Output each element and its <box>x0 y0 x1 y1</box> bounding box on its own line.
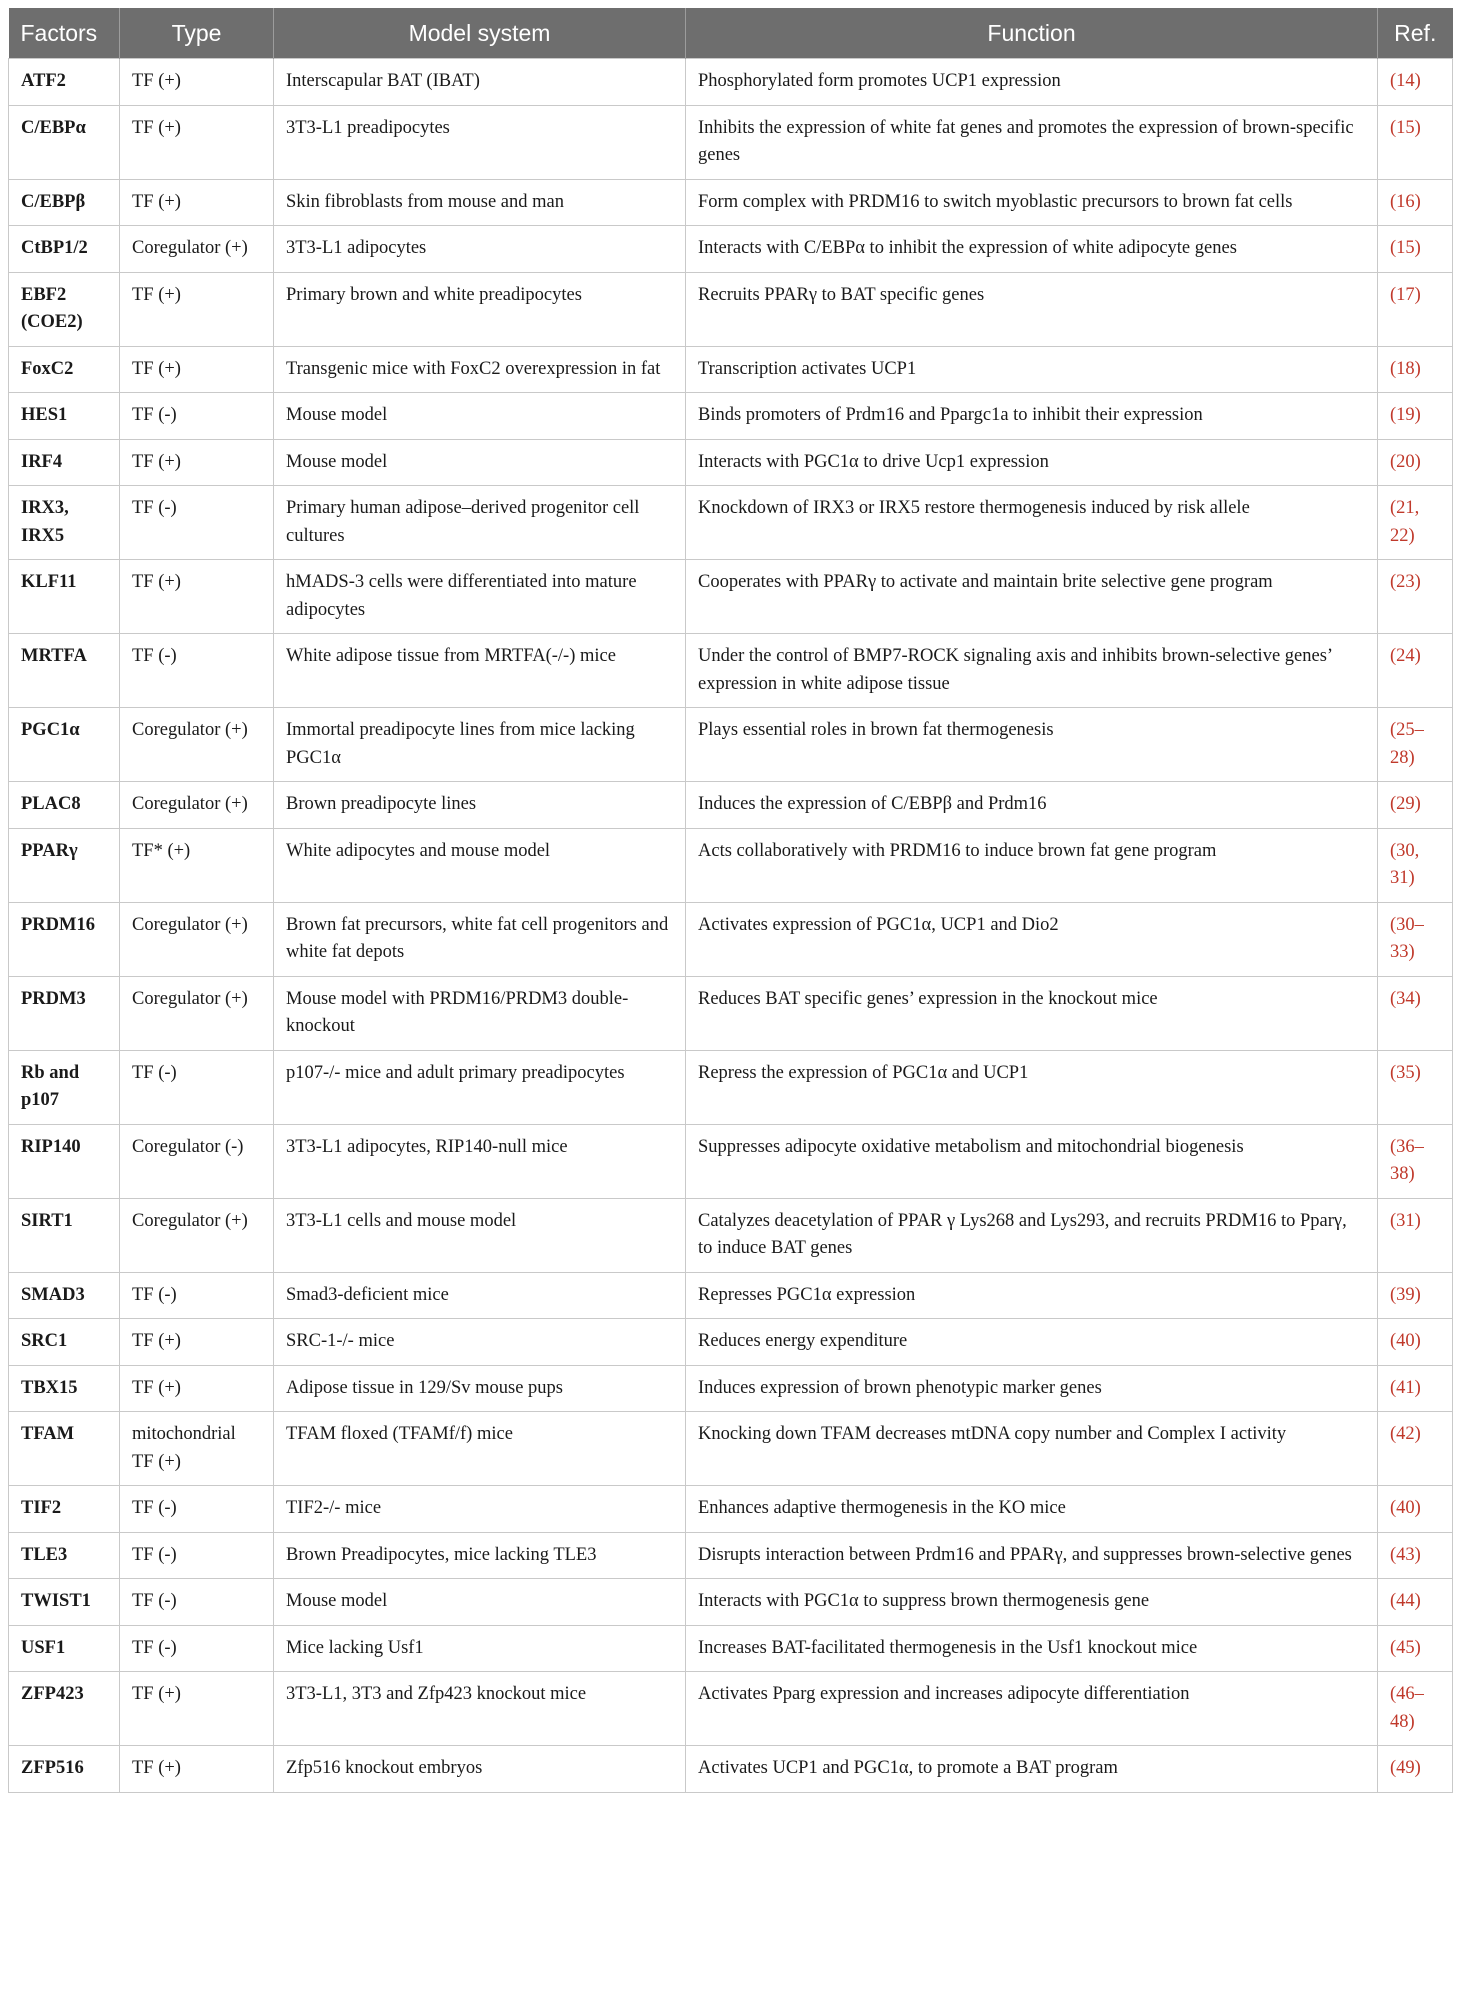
factor-cell: TWIST1 <box>9 1579 120 1626</box>
function-cell: Catalyzes deacetylation of PPAR γ Lys268 and Lys293, and recruits PRDM16 to Pparγ, to induce BAT genes <box>686 1198 1378 1272</box>
model-system-cell: Skin fibroblasts from mouse and man <box>274 179 686 226</box>
model-system-cell: Brown Preadipocytes, mice lacking TLE3 <box>274 1532 686 1579</box>
reference-link[interactable]: (35) <box>1378 1050 1453 1124</box>
reference-link[interactable]: (31) <box>1378 1198 1453 1272</box>
factor-cell: PLAC8 <box>9 782 120 829</box>
reference-link[interactable]: (30–33) <box>1378 902 1453 976</box>
type-cell: TF (+) <box>120 346 274 393</box>
function-cell: Knockdown of IRX3 or IRX5 restore thermogenesis induced by risk allele <box>686 486 1378 560</box>
model-system-cell: hMADS-3 cells were differentiated into mature adipocytes <box>274 560 686 634</box>
function-cell: Activates expression of PGC1α, UCP1 and Dio2 <box>686 902 1378 976</box>
model-system-cell: Mouse model <box>274 393 686 440</box>
factor-cell: SMAD3 <box>9 1272 120 1319</box>
table-row <box>9 1365 1453 1412</box>
function-cell: Under the control of BMP7-ROCK signaling axis and inhibits brown-selective genes’ expression in white adipose tissue <box>686 634 1378 708</box>
model-system-cell: Smad3-deficient mice <box>274 1272 686 1319</box>
function-cell: Binds promoters of Prdm16 and Ppargc1a to inhibit their expression <box>686 393 1378 440</box>
function-cell: Acts collaboratively with PRDM16 to induce brown fat gene program <box>686 828 1378 902</box>
factor-cell: FoxC2 <box>9 346 120 393</box>
factor-cell: HES1 <box>9 393 120 440</box>
function-cell: Knocking down TFAM decreases mtDNA copy number and Complex I activity <box>686 1412 1378 1486</box>
table-row <box>9 1124 1453 1198</box>
function-cell: Activates UCP1 and PGC1α, to promote a BAT program <box>686 1746 1378 1793</box>
header-function: Function <box>686 8 1378 59</box>
reference-link[interactable]: (21, 22) <box>1378 486 1453 560</box>
type-cell: Coregulator (+) <box>120 782 274 829</box>
model-system-cell: Transgenic mice with FoxC2 overexpression in fat <box>274 346 686 393</box>
reference-link[interactable]: (40) <box>1378 1486 1453 1533</box>
type-cell: TF (+) <box>120 1365 274 1412</box>
header-ref: Ref. <box>1378 8 1453 59</box>
table-row <box>9 634 1453 708</box>
factor-cell: TLE3 <box>9 1532 120 1579</box>
function-cell: Recruits PPARγ to BAT specific genes <box>686 272 1378 346</box>
type-cell: TF (-) <box>120 1272 274 1319</box>
type-cell: Coregulator (+) <box>120 708 274 782</box>
type-cell: Coregulator (+) <box>120 226 274 273</box>
type-cell: Coregulator (+) <box>120 1198 274 1272</box>
reference-link[interactable]: (24) <box>1378 634 1453 708</box>
model-system-cell: SRC-1-/- mice <box>274 1319 686 1366</box>
table-row <box>9 226 1453 273</box>
model-system-cell: 3T3-L1 adipocytes <box>274 226 686 273</box>
factor-cell: IRX3, IRX5 <box>9 486 120 560</box>
factor-cell: PGC1α <box>9 708 120 782</box>
type-cell: TF (+) <box>120 560 274 634</box>
factor-cell: EBF2 (COE2) <box>9 272 120 346</box>
function-cell: Repress the expression of PGC1α and UCP1 <box>686 1050 1378 1124</box>
reference-link[interactable]: (44) <box>1378 1579 1453 1626</box>
factor-cell: RIP140 <box>9 1124 120 1198</box>
type-cell: TF (-) <box>120 634 274 708</box>
function-cell: Transcription activates UCP1 <box>686 346 1378 393</box>
function-cell: Interacts with PGC1α to drive Ucp1 expression <box>686 439 1378 486</box>
table-row <box>9 1532 1453 1579</box>
table-row <box>9 346 1453 393</box>
type-cell: Coregulator (-) <box>120 1124 274 1198</box>
header-model-system: Model system <box>274 8 686 59</box>
table-row <box>9 1625 1453 1672</box>
factor-cell: ATF2 <box>9 59 120 106</box>
table-row <box>9 1272 1453 1319</box>
header-type: Type <box>120 8 274 59</box>
factor-cell: ZFP423 <box>9 1672 120 1746</box>
table-row <box>9 782 1453 829</box>
model-system-cell: 3T3-L1 cells and mouse model <box>274 1198 686 1272</box>
factor-cell: C/EBPβ <box>9 179 120 226</box>
model-system-cell: p107-/- mice and adult primary preadipocytes <box>274 1050 686 1124</box>
reference-link[interactable]: (30, 31) <box>1378 828 1453 902</box>
function-cell: Represses PGC1α expression <box>686 1272 1378 1319</box>
model-system-cell: TIF2-/- mice <box>274 1486 686 1533</box>
type-cell: TF (-) <box>120 1532 274 1579</box>
factor-cell: Rb and p107 <box>9 1050 120 1124</box>
reference-link[interactable]: (43) <box>1378 1532 1453 1579</box>
table-row <box>9 179 1453 226</box>
table-row <box>9 393 1453 440</box>
model-system-cell: White adipose tissue from MRTFA(-/-) mice <box>274 634 686 708</box>
table-row <box>9 1050 1453 1124</box>
reference-link[interactable]: (18) <box>1378 346 1453 393</box>
type-cell: TF* (+) <box>120 828 274 902</box>
factor-cell: IRF4 <box>9 439 120 486</box>
type-cell: TF (+) <box>120 439 274 486</box>
function-cell: Reduces energy expenditure <box>686 1319 1378 1366</box>
model-system-cell: Primary human adipose–derived progenitor cell cultures <box>274 486 686 560</box>
function-cell: Enhances adaptive thermogenesis in the KO mice <box>686 1486 1378 1533</box>
function-cell: Interacts with C/EBPα to inhibit the expression of white adipocyte genes <box>686 226 1378 273</box>
function-cell: Suppresses adipocyte oxidative metabolism and mitochondrial biogenesis <box>686 1124 1378 1198</box>
transcription-factors-table <box>8 8 1453 1793</box>
function-cell: Increases BAT-facilitated thermogenesis in the Usf1 knockout mice <box>686 1625 1378 1672</box>
reference-link[interactable]: (17) <box>1378 272 1453 346</box>
model-system-cell: Adipose tissue in 129/Sv mouse pups <box>274 1365 686 1412</box>
model-system-cell: 3T3-L1 preadipocytes <box>274 105 686 179</box>
function-cell: Reduces BAT specific genes’ expression in the knockout mice <box>686 976 1378 1050</box>
function-cell: Form complex with PRDM16 to switch myoblastic precursors to brown fat cells <box>686 179 1378 226</box>
factor-cell: C/EBPα <box>9 105 120 179</box>
function-cell: Cooperates with PPARγ to activate and maintain brite selective gene program <box>686 560 1378 634</box>
factor-cell: CtBP1/2 <box>9 226 120 273</box>
model-system-cell: White adipocytes and mouse model <box>274 828 686 902</box>
type-cell: TF (-) <box>120 486 274 560</box>
table-row <box>9 1672 1453 1746</box>
model-system-cell: Zfp516 knockout embryos <box>274 1746 686 1793</box>
function-cell: Activates Pparg expression and increases adipocyte differentiation <box>686 1672 1378 1746</box>
table-row <box>9 1412 1453 1486</box>
function-cell: Interacts with PGC1α to suppress brown thermogenesis gene <box>686 1579 1378 1626</box>
function-cell: Induces expression of brown phenotypic marker genes <box>686 1365 1378 1412</box>
type-cell: mitochondrial TF (+) <box>120 1412 274 1486</box>
reference-link[interactable]: (25–28) <box>1378 708 1453 782</box>
factor-cell: MRTFA <box>9 634 120 708</box>
table-row <box>9 976 1453 1050</box>
model-system-cell: Mouse model <box>274 439 686 486</box>
factor-cell: SIRT1 <box>9 1198 120 1272</box>
factor-cell: TBX15 <box>9 1365 120 1412</box>
factor-cell: PPARγ <box>9 828 120 902</box>
table-row <box>9 1319 1453 1366</box>
type-cell: Coregulator (+) <box>120 976 274 1050</box>
reference-link[interactable]: (36–38) <box>1378 1124 1453 1198</box>
table-row <box>9 1486 1453 1533</box>
table-row <box>9 1579 1453 1626</box>
table-row <box>9 105 1453 179</box>
table-row <box>9 439 1453 486</box>
factor-cell: PRDM16 <box>9 902 120 976</box>
type-cell: TF (+) <box>120 1672 274 1746</box>
reference-link[interactable]: (42) <box>1378 1412 1453 1486</box>
type-cell: TF (+) <box>120 1319 274 1366</box>
function-cell: Plays essential roles in brown fat thermogenesis <box>686 708 1378 782</box>
table-row <box>9 486 1453 560</box>
table-row <box>9 272 1453 346</box>
factor-cell: TIF2 <box>9 1486 120 1533</box>
model-system-cell: Immortal preadipocyte lines from mice lacking PGC1α <box>274 708 686 782</box>
model-system-cell: Mouse model <box>274 1579 686 1626</box>
model-system-cell: Primary brown and white preadipocytes <box>274 272 686 346</box>
reference-link[interactable]: (15) <box>1378 226 1453 273</box>
function-cell: Phosphorylated form promotes UCP1 expression <box>686 59 1378 106</box>
model-system-cell: Brown fat precursors, white fat cell progenitors and white fat depots <box>274 902 686 976</box>
table-row <box>9 708 1453 782</box>
factor-cell: USF1 <box>9 1625 120 1672</box>
header-factors: Factors <box>9 8 120 59</box>
model-system-cell: Brown preadipocyte lines <box>274 782 686 829</box>
table-row <box>9 902 1453 976</box>
reference-link[interactable]: (19) <box>1378 393 1453 440</box>
model-system-cell: Mouse model with PRDM16/PRDM3 double-knockout <box>274 976 686 1050</box>
reference-link[interactable]: (46–48) <box>1378 1672 1453 1746</box>
table-row <box>9 1746 1453 1793</box>
factor-cell: SRC1 <box>9 1319 120 1366</box>
model-system-cell: Mice lacking Usf1 <box>274 1625 686 1672</box>
table-row <box>9 1198 1453 1272</box>
reference-link[interactable]: (20) <box>1378 439 1453 486</box>
model-system-cell: TFAM floxed (TFAMf/f) mice <box>274 1412 686 1486</box>
reference-link[interactable]: (15) <box>1378 105 1453 179</box>
reference-link[interactable]: (29) <box>1378 782 1453 829</box>
factor-cell: ZFP516 <box>9 1746 120 1793</box>
factor-cell: TFAM <box>9 1412 120 1486</box>
table-row <box>9 59 1453 106</box>
reference-link[interactable]: (49) <box>1378 1746 1453 1793</box>
reference-link[interactable]: (39) <box>1378 1272 1453 1319</box>
type-cell: TF (-) <box>120 393 274 440</box>
type-cell: TF (-) <box>120 1579 274 1626</box>
function-cell: Induces the expression of C/EBPβ and Prdm16 <box>686 782 1378 829</box>
reference-link[interactable]: (45) <box>1378 1625 1453 1672</box>
reference-link[interactable]: (41) <box>1378 1365 1453 1412</box>
model-system-cell: 3T3-L1, 3T3 and Zfp423 knockout mice <box>274 1672 686 1746</box>
type-cell: TF (-) <box>120 1486 274 1533</box>
table-row <box>9 828 1453 902</box>
reference-link[interactable]: (34) <box>1378 976 1453 1050</box>
model-system-cell: 3T3-L1 adipocytes, RIP140-null mice <box>274 1124 686 1198</box>
type-cell: TF (+) <box>120 59 274 106</box>
table-row <box>9 560 1453 634</box>
header-row <box>9 8 1453 59</box>
function-cell: Inhibits the expression of white fat genes and promotes the expression of brown-specific genes <box>686 105 1378 179</box>
reference-link[interactable]: (14) <box>1378 59 1453 106</box>
table-body <box>9 59 1453 1793</box>
table-header <box>9 8 1453 59</box>
factor-cell: PRDM3 <box>9 976 120 1050</box>
type-cell: TF (+) <box>120 272 274 346</box>
function-cell: Disrupts interaction between Prdm16 and PPARγ, and suppresses brown-selective genes <box>686 1532 1378 1579</box>
type-cell: TF (+) <box>120 105 274 179</box>
reference-link[interactable]: (40) <box>1378 1319 1453 1366</box>
type-cell: TF (-) <box>120 1625 274 1672</box>
type-cell: TF (+) <box>120 179 274 226</box>
factor-cell: KLF11 <box>9 560 120 634</box>
model-system-cell: Interscapular BAT (IBAT) <box>274 59 686 106</box>
type-cell: TF (-) <box>120 1050 274 1124</box>
reference-link[interactable]: (23) <box>1378 560 1453 634</box>
reference-link[interactable]: (16) <box>1378 179 1453 226</box>
type-cell: Coregulator (+) <box>120 902 274 976</box>
type-cell: TF (+) <box>120 1746 274 1793</box>
